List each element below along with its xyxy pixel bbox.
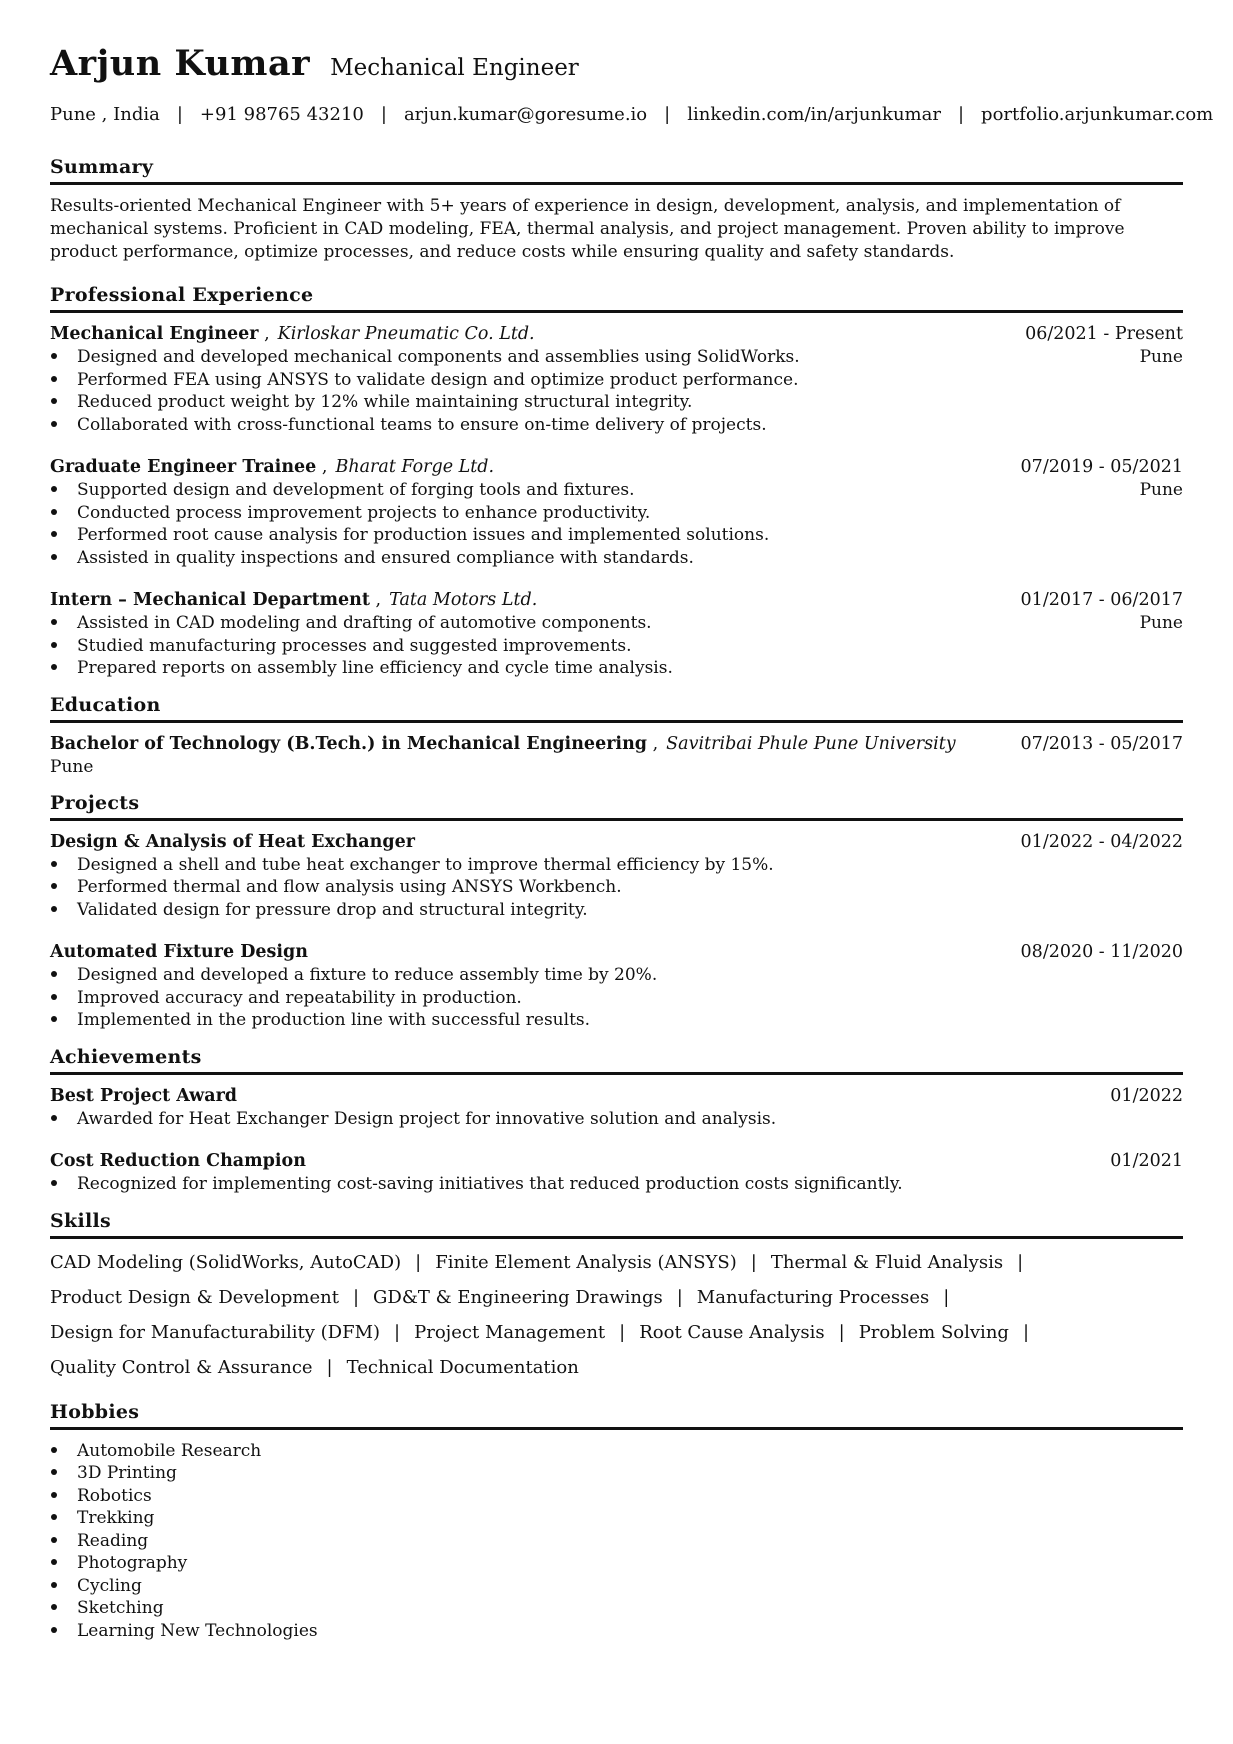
skills-section <box>50 1208 1183 1385</box>
skills-list <box>50 1245 1183 1385</box>
bullet-list <box>50 964 1183 1032</box>
list-item: Prepared reports on assembly line efficiency and cycle time analysis. <box>50 657 673 680</box>
experience-section <box>50 282 1183 680</box>
company-name: Kirloskar Pneumatic Co. Ltd. <box>277 324 535 344</box>
list-item: Designed and developed a fixture to reduce assembly time by 20%. <box>50 964 1183 987</box>
skills-row: Product Design & Development | GD&T & Engineering Drawings | Manufacturing Processes | <box>50 1286 950 1308</box>
contact-separator: | <box>380 104 387 125</box>
resume-header <box>50 44 1183 84</box>
list-item: Validated design for pressure drop and structural integrity. <box>50 899 1183 922</box>
list-item: Supported design and development of forging tools and fixtures. <box>50 479 769 502</box>
project-entry <box>50 831 1183 922</box>
list-item: Improved accuracy and repeatability in production. <box>50 987 1183 1010</box>
job-location: Pune <box>1139 347 1183 367</box>
entry-body <box>50 612 1183 680</box>
list-item: Sketching <box>50 1597 1183 1620</box>
hobbies-list <box>50 1440 1183 1643</box>
achievement-date: 01/2022 <box>1110 1085 1183 1106</box>
list-item: Reduced product weight by 12% while maintaining structural integrity. <box>50 391 800 414</box>
list-item: Performed thermal and flow analysis using ANSYS Workbench. <box>50 876 1183 899</box>
section-heading: Education <box>50 692 1183 723</box>
bullet-list <box>50 1173 1183 1196</box>
job-role: Graduate Engineer Trainee <box>50 457 317 477</box>
achievement-entry <box>50 1085 1183 1131</box>
project-dates: 01/2022 - 04/2022 <box>1020 831 1183 852</box>
skill-item: Finite Element Analysis (ANSYS) <box>435 1251 737 1273</box>
list-item: Assisted in quality inspections and ensured compliance with standards. <box>50 547 769 570</box>
section-heading: Professional Experience <box>50 282 1183 313</box>
skill-item: Thermal & Fluid Analysis <box>770 1251 1004 1273</box>
entry-header <box>50 941 1183 964</box>
bullet-list <box>50 346 800 436</box>
candidate-title: Mechanical Engineer <box>330 55 579 81</box>
contact-email[interactable]: arjun.kumar@goresume.io <box>403 104 648 125</box>
skill-item: Design for Manufacturability (DFM) <box>50 1321 381 1343</box>
education-entry <box>50 733 1183 778</box>
entry-body <box>50 479 1183 569</box>
bullet-list <box>50 1108 1183 1131</box>
experience-entry <box>50 456 1183 569</box>
skill-item: Quality Control & Assurance <box>50 1356 313 1378</box>
job-location: Pune <box>1139 613 1183 633</box>
bullet-list <box>50 612 673 680</box>
achievement-date: 01/2021 <box>1110 1151 1183 1171</box>
bullet-list <box>50 854 1183 922</box>
list-item: Reading <box>50 1530 1183 1553</box>
list-item: Studied manufacturing processes and suggested improvements. <box>50 635 673 658</box>
list-item: Automobile Research <box>50 1440 1183 1463</box>
skill-item: GD&T & Engineering Drawings <box>373 1286 663 1308</box>
summary-section <box>50 154 1183 264</box>
project-dates: 08/2020 - 11/2020 <box>1020 942 1183 962</box>
job-role: Intern – Mechanical Department <box>50 590 370 610</box>
skill-item: Manufacturing Processes <box>696 1286 930 1308</box>
list-item: Trekking <box>50 1507 1183 1530</box>
hobbies-section <box>50 1399 1183 1643</box>
section-heading: Achievements <box>50 1044 1183 1075</box>
entry-header: Intern – Mechanical Department , Tata Motors Ltd. 01/2017 - 06/2017 <box>50 590 1183 610</box>
company-name: Tata Motors Ltd. <box>389 590 538 610</box>
skill-item: Project Management <box>414 1321 606 1343</box>
contact-separator: | <box>664 104 671 125</box>
entry-header: Bachelor of Technology (B.Tech.) in Mechanical Engineering , Savitribai Phule Pune University 07/2013 - 05/2017 <box>50 733 1183 754</box>
skill-item: Root Cause Analysis <box>639 1321 825 1343</box>
entry-header <box>50 1085 1183 1108</box>
list-item: Recognized for implementing cost-saving initiatives that reduced production costs significantly. <box>50 1173 1183 1196</box>
project-entry <box>50 941 1183 1032</box>
achievement-name: Best Project Award <box>50 1085 238 1106</box>
entry-body <box>50 346 1183 436</box>
list-item: Learning New Technologies <box>50 1620 1183 1643</box>
list-item: Assisted in CAD modeling and drafting of automotive components. <box>50 612 673 635</box>
list-item: Collaborated with cross-functional teams to ensure on-time delivery of projects. <box>50 414 800 437</box>
job-role: Mechanical Engineer <box>50 324 259 344</box>
list-item: Cycling <box>50 1575 1183 1598</box>
skills-row: CAD Modeling (SolidWorks, AutoCAD) | Finite Element Analysis (ANSYS) | Thermal & Fluid Analysis | <box>50 1251 1024 1273</box>
entry-header: Graduate Engineer Trainee , Bharat Forge Ltd. 07/2019 - 05/2021 <box>50 457 1183 477</box>
contact-phone: +91 98765 43210 <box>199 104 364 125</box>
contact-portfolio[interactable]: portfolio.arjunkumar.com <box>981 104 1214 125</box>
company-name: Bharat Forge Ltd. <box>335 457 495 477</box>
skills-row: Quality Control & Assurance | Technical Documentation <box>50 1356 579 1378</box>
experience-entry <box>50 589 1183 680</box>
education-location: Pune <box>50 756 94 777</box>
project-name: Design & Analysis of Heat Exchanger <box>50 831 415 852</box>
experience-entry <box>50 323 1183 436</box>
section-heading: Projects <box>50 790 1183 821</box>
job-location: Pune <box>1139 480 1183 500</box>
list-item: Photography <box>50 1552 1183 1575</box>
job-dates: 06/2021 - Present <box>1025 324 1183 344</box>
job-dates: 01/2017 - 06/2017 <box>1020 590 1183 610</box>
bullet-list <box>50 479 769 569</box>
section-heading: Skills <box>50 1208 1183 1239</box>
education-dates: 07/2013 - 05/2017 <box>1020 733 1183 754</box>
skill-item: Product Design & Development <box>50 1286 339 1308</box>
skill-item: Technical Documentation <box>346 1356 579 1378</box>
list-item: Performed root cause analysis for production issues and implemented solutions. <box>50 524 769 547</box>
list-item: Robotics <box>50 1485 1183 1508</box>
entry-header: Mechanical Engineer , Kirloskar Pneumatic Co. Ltd. 06/2021 - Present <box>50 324 1183 344</box>
school-name: Savitribai Phule Pune University <box>666 733 956 754</box>
section-heading: Hobbies <box>50 1399 1183 1430</box>
skill-item: CAD Modeling (SolidWorks, AutoCAD) <box>50 1251 402 1273</box>
job-dates: 07/2019 - 05/2021 <box>1020 457 1183 477</box>
list-item: Awarded for Heat Exchanger Design project for innovative solution and analysis. <box>50 1108 1183 1131</box>
project-name: Automated Fixture Design <box>50 942 308 962</box>
summary-text: Results-oriented Mechanical Engineer with 5+ years of experience in design, development, analysis, and implementation of mechanical systems. Proficient in CAD modeling, FEA, thermal analysis, and project management. Proven ability to improve product performance, optimize processes, and reduce costs while ensuring quality and safety standards. <box>50 196 1125 262</box>
list-item: Performed FEA using ANSYS to validate design and optimize product performance. <box>50 369 800 392</box>
section-heading: Summary <box>50 154 1183 185</box>
contact-linkedin[interactable]: linkedin.com/in/arjunkumar <box>687 104 941 125</box>
projects-section <box>50 790 1183 1032</box>
contact-separator: | <box>957 104 965 125</box>
degree-name: Bachelor of Technology (B.Tech.) in Mechanical Engineering <box>50 733 648 754</box>
entry-header <box>50 831 1183 854</box>
education-section <box>50 692 1183 778</box>
achievement-entry <box>50 1150 1183 1196</box>
achievement-name: Cost Reduction Champion <box>50 1151 306 1171</box>
contact-location: Pune , India <box>50 104 160 125</box>
entry-header <box>50 1150 1183 1173</box>
candidate-name: Arjun Kumar <box>50 43 311 84</box>
list-item: 3D Printing <box>50 1462 1183 1485</box>
contact-separator: | <box>176 104 183 125</box>
list-item: Designed a shell and tube heat exchanger to improve thermal efficiency by 15%. <box>50 854 1183 877</box>
achievements-section <box>50 1044 1183 1196</box>
skill-item: Problem Solving <box>858 1321 1009 1343</box>
contact-line <box>50 98 1214 132</box>
skills-row: Design for Manufacturability (DFM) | Project Management | Root Cause Analysis | Problem Solving | <box>50 1321 1030 1343</box>
list-item: Implemented in the production line with successful results. <box>50 1009 1183 1032</box>
list-item: Conducted process improvement projects to enhance productivity. <box>50 502 769 525</box>
list-item: Designed and developed mechanical components and assemblies using SolidWorks. <box>50 346 800 369</box>
